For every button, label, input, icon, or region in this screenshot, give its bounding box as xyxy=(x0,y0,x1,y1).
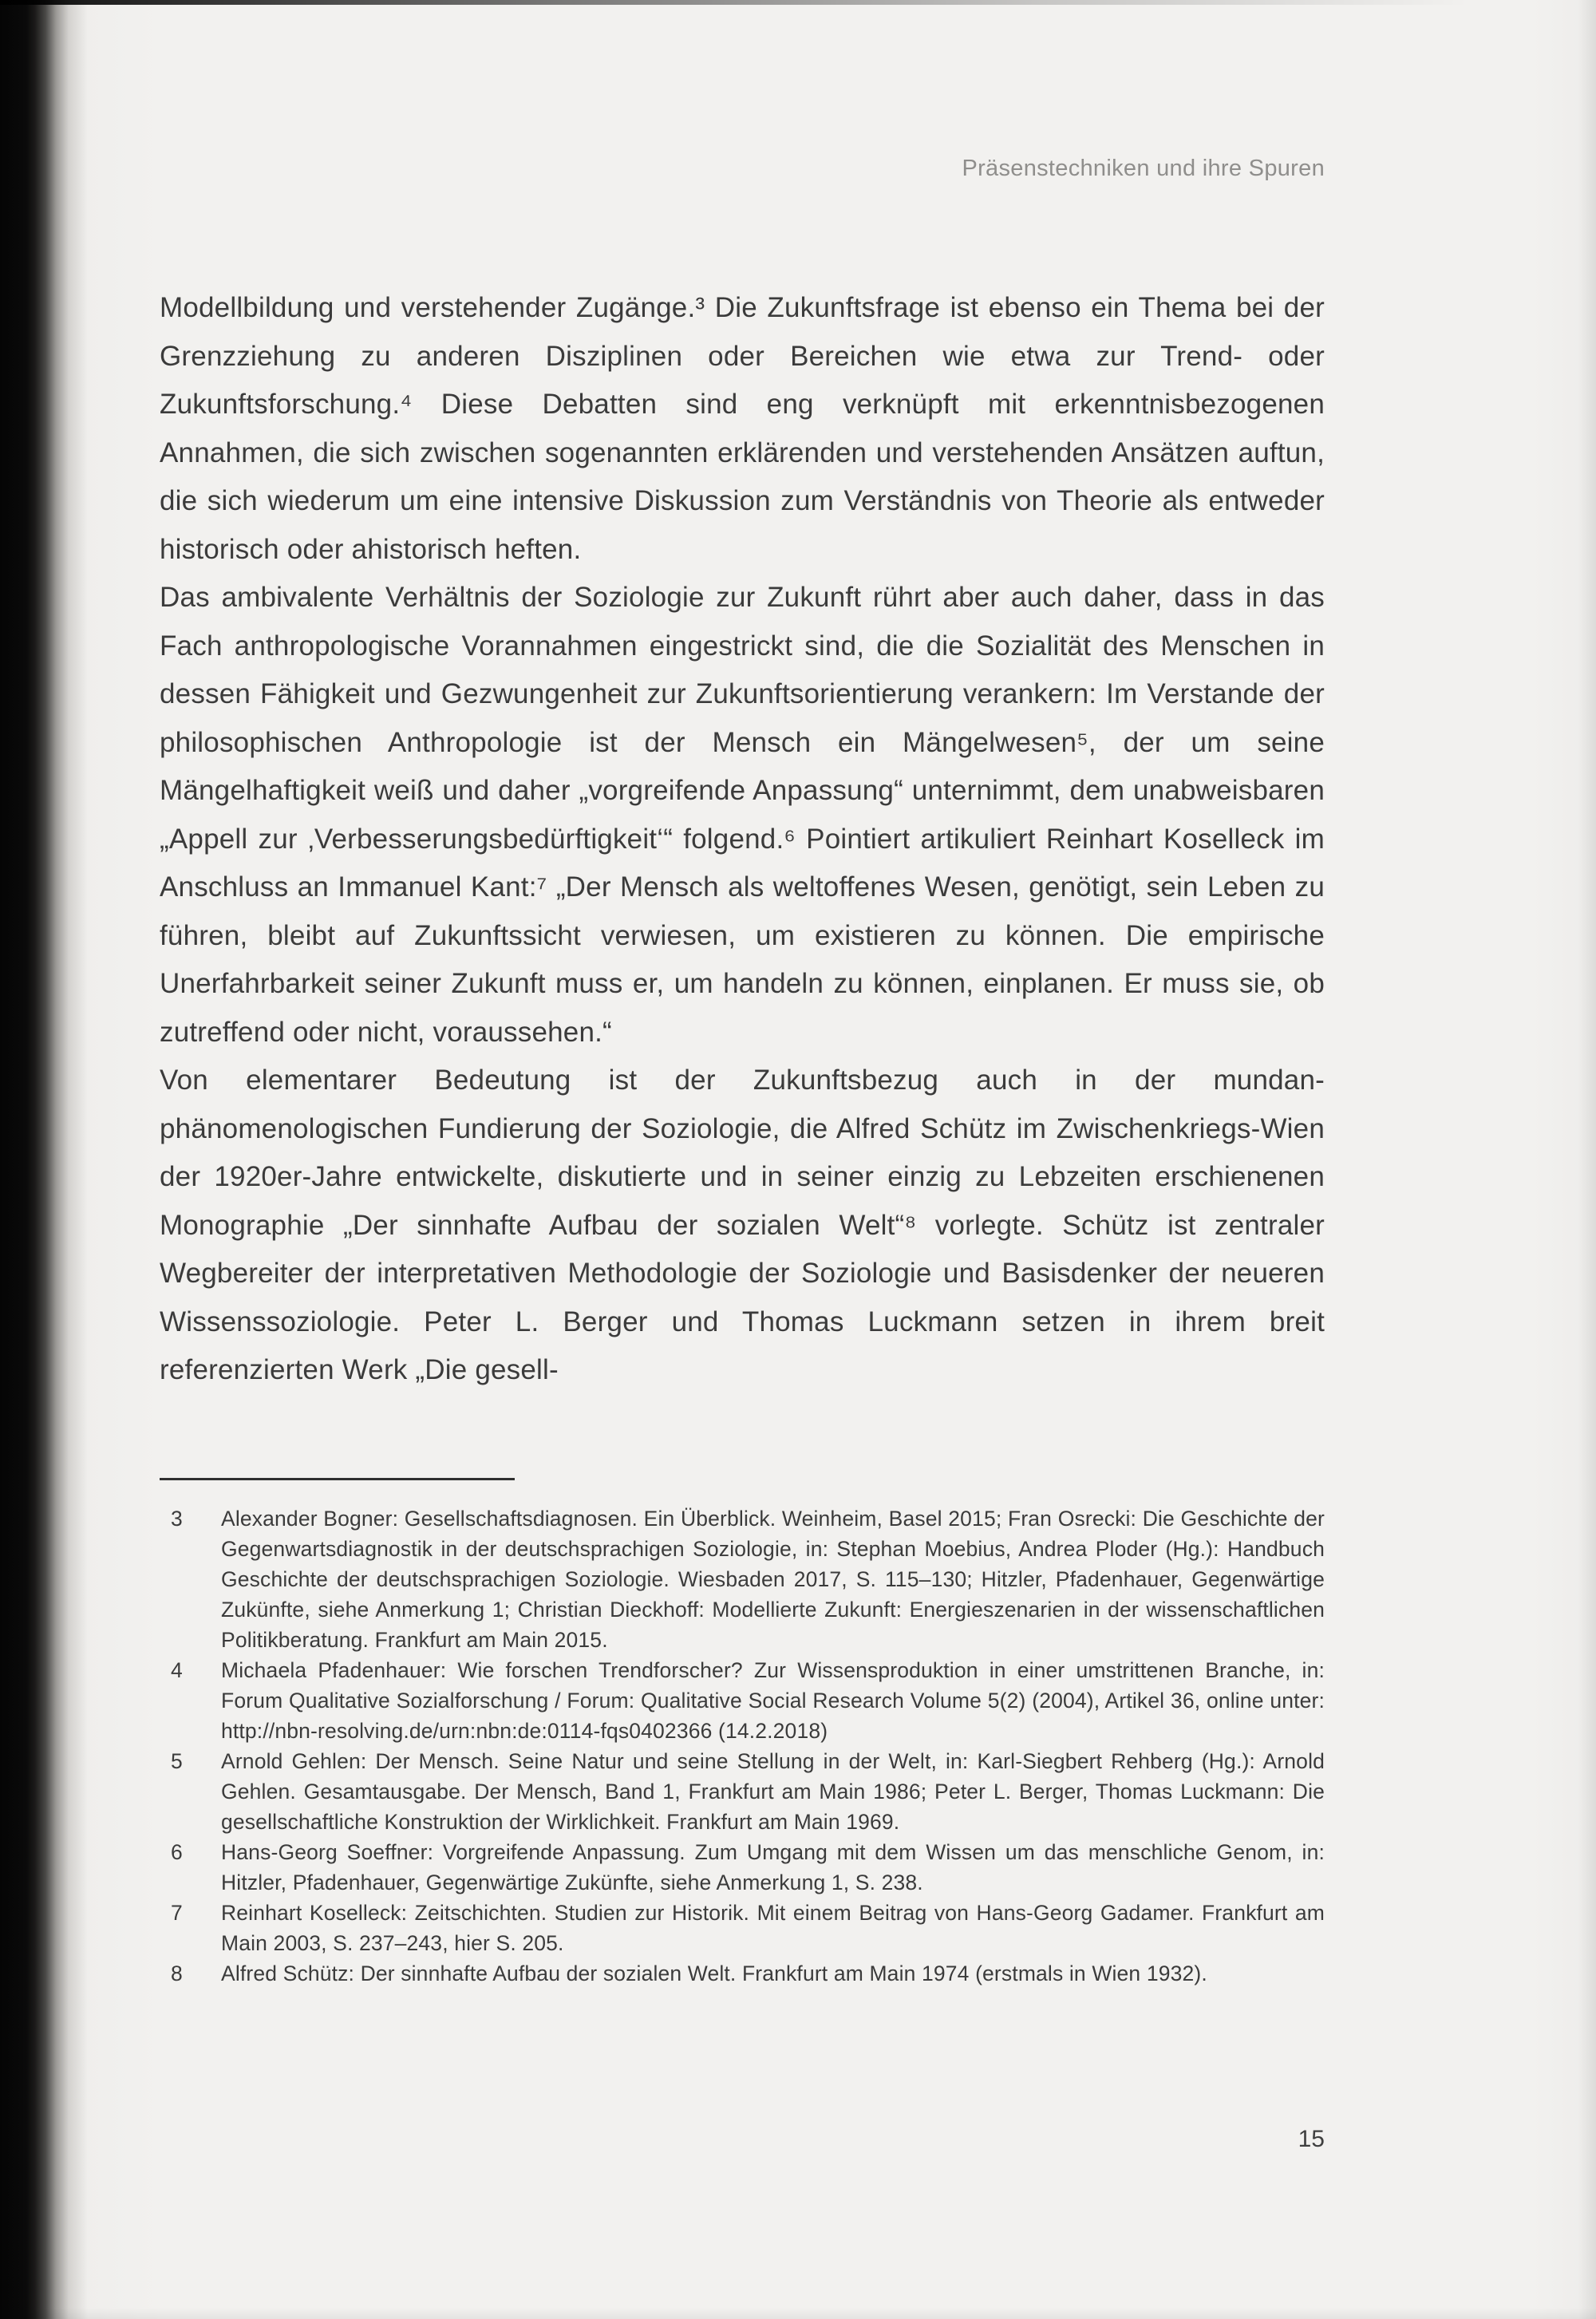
body-text xyxy=(160,284,1325,1395)
page-number: 15 xyxy=(1298,2126,1325,2152)
scan-bottom-edge xyxy=(0,2308,1596,2319)
running-head: Präsenstechniken und ihre Spuren xyxy=(962,156,1325,181)
scan-top-edge xyxy=(0,0,1596,5)
footnote-item xyxy=(160,1655,1325,1746)
paragraph: Von elementarer Bedeutung ist der Zukunftsbezug auch in der mundan-phänomenologischen Fundierung der Soziologie, die Alfred Schütz im Zwischenkriegs-Wien der 1920er-Jahre entwickelte, diskutierte und in seiner einzig zu Lebzeiten erschienenen Monographie „Der sinnhafte Aufbau der sozialen Welt“⁸ vorlegte. Schütz ist zentraler Wegbereiter der interpretativen Methodologie der Soziologie und Basisdenker der neueren Wissenssoziologie. Peter L. Berger und Thomas Luckmann setzen in ihrem breit referenzierten Werk „Die gesell- xyxy=(160,1065,1325,1385)
footnote-number: 8 xyxy=(171,1961,183,1985)
footnote-item xyxy=(160,1837,1325,1898)
footnote-number: 7 xyxy=(171,1901,183,1925)
footnote-item xyxy=(160,1958,1325,1989)
footnote-separator xyxy=(160,1478,515,1480)
scan-right-edge xyxy=(1578,0,1596,2319)
footnote-number: 4 xyxy=(171,1658,183,1682)
footnote-number: 5 xyxy=(171,1749,183,1773)
footnote-number: 3 xyxy=(171,1507,183,1531)
footnote-text: Alfred Schütz: Der sinnhafte Aufbau der sozialen Welt. Frankfurt am Main 1974 (erstmals in Wien 1932). xyxy=(221,1961,1207,1985)
footnote-item xyxy=(160,1898,1325,1958)
footnote-text: Reinhart Koselleck: Zeitschichten. Studien zur Historik. Mit einem Beitrag von Hans-Georg Gadamer. Frankfurt am Main 2003, S. 237–243, hier S. 205. xyxy=(221,1901,1325,1955)
footnote-number: 6 xyxy=(171,1840,183,1864)
paragraph: Das ambivalente Verhältnis der Soziologie zur Zukunft rührt aber auch daher, dass in das Fach anthropologische Vorannahmen eingestrickt sind, die die Sozialität des Menschen in dessen Fähigkeit und Gezwungenheit zur Zukunftsorientierung verankern: Im Verstande der philosophischen Anthropologie ist der Mensch ein Mängelwesen⁵, der um seine Mängelhaftigkeit weiß und daher „vorgreifende Anpassung“ unternimmt, dem unabweisbaren „Appell zur ‚Verbesserungsbedürftigkeit‘“ folgend.⁶ Pointiert artikuliert Reinhart Koselleck im Anschluss an Immanuel Kant:⁷ „Der Mensch als weltoffenes Wesen, genötigt, sein Leben zu führen, bleibt auf Zukunftssicht verwiesen, um existieren zu können. Die empirische Unerfahrbarkeit seiner Zukunft muss er, um handeln zu können, einplanen. Er muss sie, ob zutreffend oder nicht, voraussehen.“ xyxy=(160,582,1325,1048)
footnotes xyxy=(160,1503,1325,1989)
footnote-text: Michaela Pfadenhauer: Wie forschen Trendforscher? Zur Wissensproduktion in einer umstrittenen Branche, in: Forum Qualitative Sozialforschung / Forum: Qualitative Social Research Volume 5(2) (2004), Artikel 36, online unter: http://nbn-resolving.de/urn:nbn:de:0114-fqs0402366 (14.2.2018) xyxy=(221,1658,1325,1743)
footnote-text: Hans-Georg Soeffner: Vorgreifende Anpassung. Zum Umgang mit dem Wissen um das menschliche Genom, in: Hitzler, Pfadenhauer, Gegenwärtige Zukünfte, siehe Anmerkung 1, S. 238. xyxy=(221,1840,1325,1894)
footnote-text: Arnold Gehlen: Der Mensch. Seine Natur und seine Stellung in der Welt, in: Karl-Siegbert Rehberg (Hg.): Arnold Gehlen. Gesamtausgabe. Der Mensch, Band 1, Frankfurt am Main 1986; Peter L. Berger, Thomas Luckmann: Die gesellschaftliche Konstruktion der Wirklichkeit. Frankfurt am Main 1969. xyxy=(221,1749,1325,1834)
book-binding-shadow xyxy=(0,0,88,2319)
footnote-item xyxy=(160,1746,1325,1837)
footnote-item xyxy=(160,1503,1325,1655)
paragraph: Modellbildung und verstehender Zugänge.³ Die Zukunftsfrage ist ebenso ein Thema bei der Grenzziehung zu anderen Disziplinen oder Bereichen wie etwa zur Trend- oder Zukunftsforschung.⁴ Diese Debatten sind eng verknüpft mit erkenntnisbezogenen Annahmen, die sich zwischen sogenannten erklärenden und verstehenden Ansätzen auftun, die sich wiederum um eine intensive Diskussion zum Verständnis von Theorie als entweder historisch oder ahistorisch heften. xyxy=(160,292,1325,565)
footnote-text: Alexander Bogner: Gesellschaftsdiagnosen. Ein Überblick. Weinheim, Basel 2015; Fran Osrecki: Die Geschichte der Gegenwartsdiagnostik in der deutschsprachigen Soziologie, in: Stephan Moebius, Andrea Ploder (Hg.): Handbuch Geschichte der deutschsprachigen Soziologie. Wiesbaden 2017, S. 115–130; Hitzler, Pfadenhauer, Gegenwärtige Zukünfte, siehe Anmerkung 1; Christian Dieckhoff: Modellierte Zukunft: Energieszenarien in der wissenschaftlichen Politikberatung. Frankfurt am Main 2015. xyxy=(221,1507,1325,1652)
